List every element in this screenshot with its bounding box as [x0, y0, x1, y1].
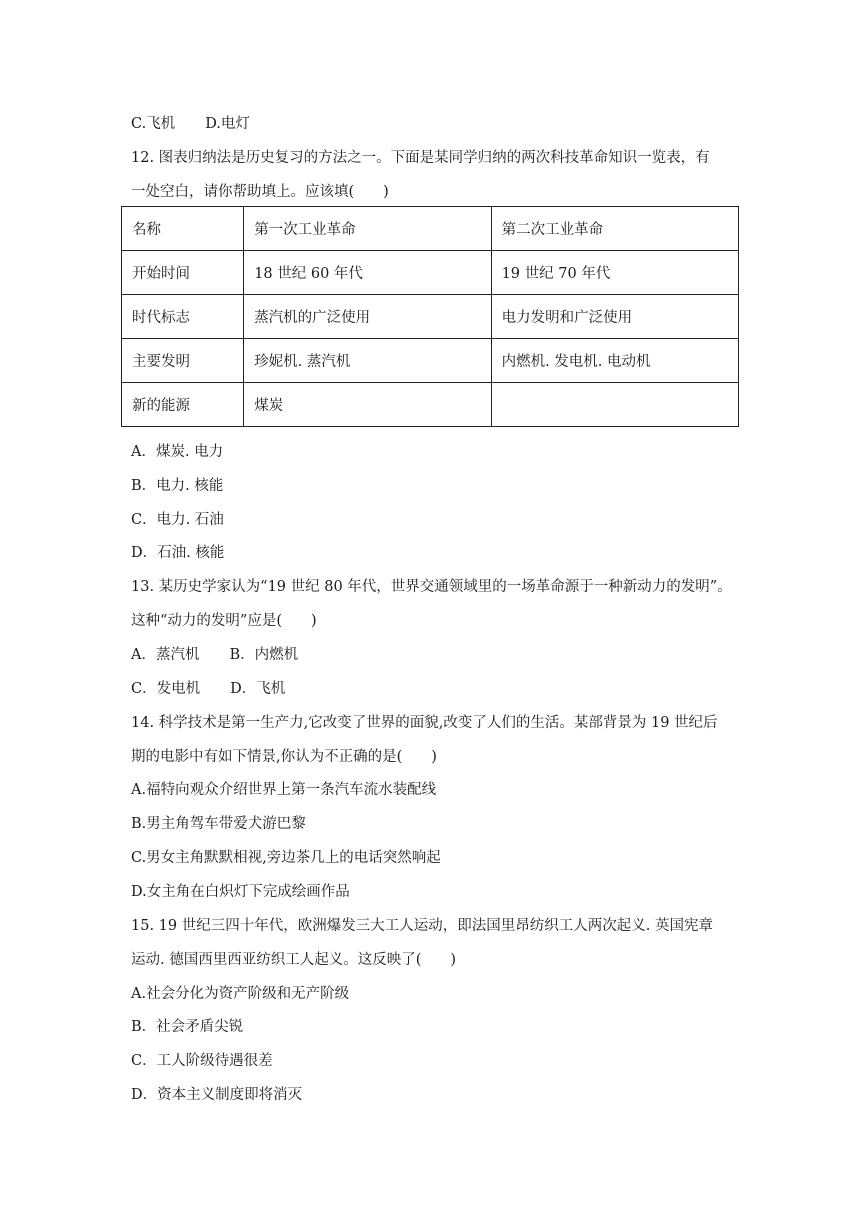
- q14-option-b: B.男主角驾车带爱犬游巴黎: [131, 816, 306, 832]
- q15-stem-line2: 运动. 德国西里西亚纺织工人起义。这反映了( ): [131, 952, 457, 968]
- table-cell: 珍妮机. 蒸汽机: [244, 339, 491, 383]
- table-cell: 第一次工业革命: [244, 207, 491, 251]
- q12-option-a: A．煤炭. 电力: [131, 444, 224, 460]
- q15-option-d: D．资本主义制度即将消灭: [131, 1087, 303, 1103]
- table-row: [122, 339, 739, 383]
- table-cell: 名称: [122, 207, 244, 251]
- q15-stem-line1: 15. 19 世纪三四十年代，欧洲爆发三大工人运动，即法国里昂纺织工人两次起义. 英国宪章: [131, 918, 713, 934]
- q14-stem-line1: 14. 科学技术是第一生产力,它改变了世界的面貌,改变了人们的生活。某部背景为 19 世纪后: [131, 715, 718, 731]
- table-cell: 19 世纪 70 年代: [491, 251, 738, 295]
- table-cell: 煤炭: [244, 383, 491, 427]
- q13-option-a: A．蒸汽机: [131, 647, 200, 663]
- table-cell: 18 世纪 60 年代: [244, 251, 491, 295]
- q11-options-line: [131, 112, 250, 133]
- q15-option-b: B．社会矛盾尖锐: [131, 1019, 244, 1035]
- revolution-comparison-table: [121, 206, 739, 427]
- q13-options-row2: [131, 677, 285, 698]
- q12-stem-line2: 一处空白，请你帮助填上。应该填( ): [131, 184, 389, 200]
- q13-option-d: D．飞机: [230, 681, 286, 697]
- q13-stem-line1: 13. 某历史学家认为“19 世纪 80 年代，世界交通领域里的一场革命源于一种新动力的发明”。: [131, 579, 732, 595]
- table-cell: 第二次工业革命: [491, 207, 738, 251]
- q12-option-d: D．石油. 核能: [131, 545, 225, 561]
- q12-option-b: B．电力. 核能: [131, 478, 224, 494]
- q14-option-c: C.男女主角默默相视,旁边茶几上的电话突然响起: [131, 850, 441, 866]
- table-cell: 主要发明: [122, 339, 244, 383]
- table-row: [122, 295, 739, 339]
- table-row: [122, 207, 739, 251]
- blank-answer-cell: [491, 383, 738, 427]
- q14-option-a: A.福特向观众介绍世界上第一条汽车流水装配线: [131, 782, 437, 798]
- q14-option-d: D.女主角在白炽灯下完成绘画作品: [131, 884, 350, 900]
- q13-option-c: C．发电机: [131, 681, 201, 697]
- table-cell: 蒸汽机的广泛使用: [244, 295, 491, 339]
- q11-option-d: D.电灯: [205, 116, 250, 132]
- table-cell: 电力发明和广泛使用: [491, 295, 738, 339]
- table-cell: 新的能源: [122, 383, 244, 427]
- q15-option-c: C．工人阶级待遇很差: [131, 1053, 273, 1069]
- table-cell: 时代标志: [122, 295, 244, 339]
- table-cell: 内燃机. 发电机. 电动机: [491, 339, 738, 383]
- table-row: [122, 251, 739, 295]
- q13-stem-line2: 这种“动力的发明”应是( ): [131, 613, 317, 629]
- table-cell: 开始时间: [122, 251, 244, 295]
- table-row: [122, 383, 739, 427]
- q12-option-c: C．电力. 石油: [131, 512, 224, 528]
- q15-option-a: A.社会分化为资产阶级和无产阶级: [131, 986, 350, 1002]
- q14-stem-line2: 期的电影中有如下情景,你认为不正确的是( ): [131, 749, 437, 765]
- q12-stem-line1: 12. 图表归纳法是历史复习的方法之一。下面是某同学归纳的两次科技革命知识一览表，有: [131, 150, 710, 166]
- q13-options-row1: [131, 643, 298, 664]
- q11-option-c: C.飞机: [131, 116, 176, 132]
- q13-option-b: B．内燃机: [229, 647, 299, 663]
